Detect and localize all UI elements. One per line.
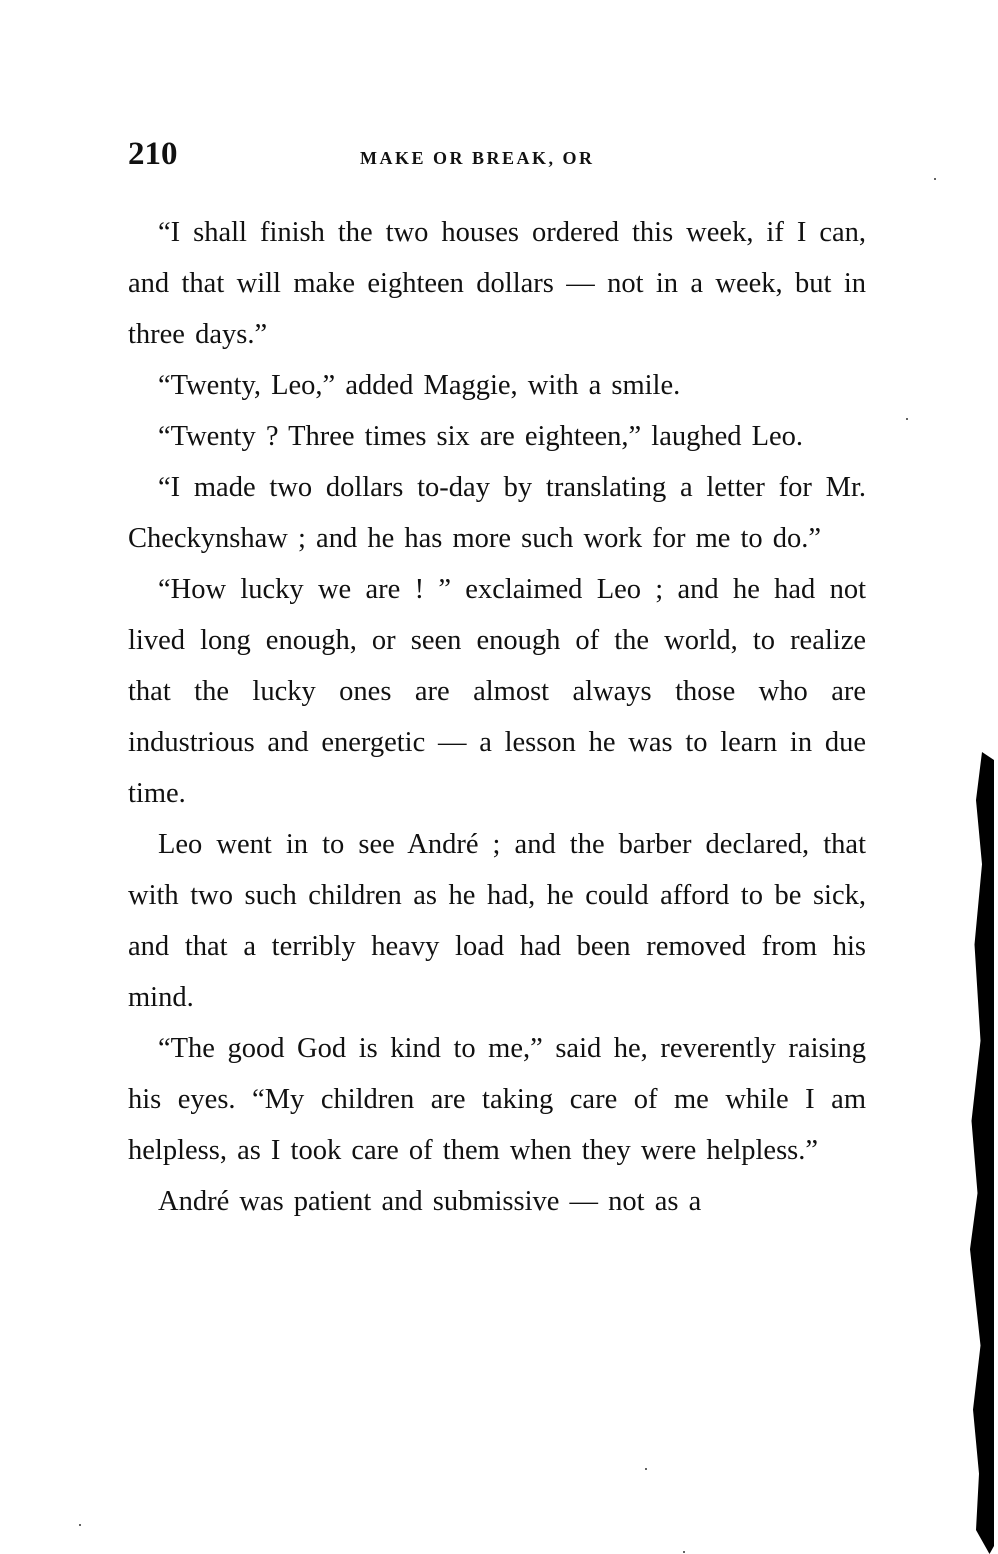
running-head: MAKE OR BREAK, OR	[360, 148, 595, 168]
body-text	[128, 207, 866, 1227]
page-header	[128, 136, 868, 182]
scan-speck	[79, 1524, 81, 1526]
page-edge-shadow	[958, 752, 998, 1554]
paragraph: André was patient and submissive — not as a	[158, 1186, 702, 1217]
scan-speck	[645, 1468, 647, 1470]
page-number: 210	[128, 136, 178, 172]
scan-speck	[683, 1551, 685, 1553]
edge-shadow-band	[964, 752, 994, 1554]
paragraph: “I shall finish the two houses ordered this week, if I can, and that will make eighteen dollars — not in a week, but in three days.”	[128, 217, 866, 350]
paragraph: “I made two dollars to-day by translating a letter for Mr. Checkynshaw ; and he has more such work for me to do.”	[128, 472, 866, 554]
paragraph: “How lucky we are ! ” exclaimed Leo ; and he had not lived long enough, or seen enough of the world, to realize that the lucky ones are almost always those who are industrious and energetic — a lesson he was to learn in due time.	[128, 574, 866, 809]
scan-speck	[934, 178, 936, 180]
paragraph: “The good God is kind to me,” said he, reverently raising his eyes. “My children are taking care of me while I am helpless, as I took care of them when they were helpless.”	[128, 1033, 866, 1166]
scan-speck	[906, 418, 908, 420]
paragraph: “Twenty ? Three times six are eighteen,” laughed Leo.	[158, 421, 804, 452]
paragraph: Leo went in to see André ; and the barber declared, that with two such children as he had, he could afford to be sick, and that a terribly heavy load had been removed from his mind.	[128, 829, 866, 1013]
paragraph: “Twenty, Leo,” added Maggie, with a smile.	[158, 370, 681, 401]
